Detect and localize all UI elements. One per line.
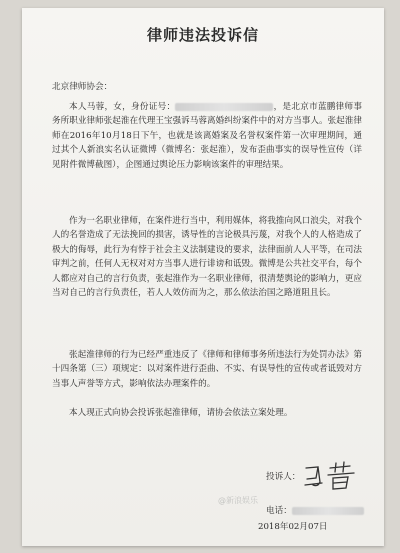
- letter-title: 律师违法投诉信: [146, 26, 259, 44]
- weibo-watermark: @新浪娱乐: [218, 496, 258, 505]
- phone-label: 电话：: [266, 506, 292, 516]
- complainant-label: 投诉人：: [266, 472, 301, 482]
- redacted-id-number: [175, 103, 273, 111]
- paragraph-1-body: ，是北京市蓝鹏律师事务所职业律师张起淮在代理王宝强诉马蓉离婚纠纷案件中的对方当事人。张起淮律师在2016年10月18日下午，也就是该离婚案及名誉权案件第一次审理期间，通过其个人新浪实名认证微博（微博名：张起淮），发布歪曲事实的误导性宣传（详见附件微博截图），企图通过舆论压力影响该案件的审理结果。: [52, 102, 362, 170]
- paragraph-2: 作为一名职业律师，在案件进行当中，利用媒体，将我推向风口浪尖，对我个人的名誉造成了无法挽回的损害，诱导性的言论极具污蔑，对我个人的人格造成了极大的侮辱，此行为有悖于社会主义法制建设的要求，法律面前人人平等，在司法审判之前，任何人无权对对方当事人进行诽谤和诋毁。微博是公共社交平台，每个人都应对自己的言行负责，张起淮作为一名职业律师，很清楚舆论的影响力，更应当对自己的言行负责任，若人人效仿而为之，那么依法治国之路道阻且长。: [52, 216, 362, 299]
- paragraph-1: [52, 100, 362, 172]
- paragraph-4: 本人现正式向协会投诉张起淮律师，请协会依法立案处理。: [69, 408, 293, 418]
- phone-line: [266, 504, 364, 516]
- complaint-letter-page: [22, 8, 384, 546]
- handwritten-signature: [302, 458, 366, 494]
- paragraph-3: 张起淮律师的行为已经严重违反了《律师和律师事务所违法行为处罚办法》第十四条第（三）项规定：以对案件进行歪曲、不实、有误导性的宣传或者诋毁对方当事人声誉等方式，影响依法办理案件的。: [52, 350, 362, 389]
- letter-date: 2018年02月07日: [258, 522, 328, 532]
- paragraph-1-intro: 本人马蓉，女，身份证号：: [69, 102, 176, 112]
- redacted-phone-number: [292, 507, 364, 515]
- salutation: 北京律师协会：: [52, 82, 113, 92]
